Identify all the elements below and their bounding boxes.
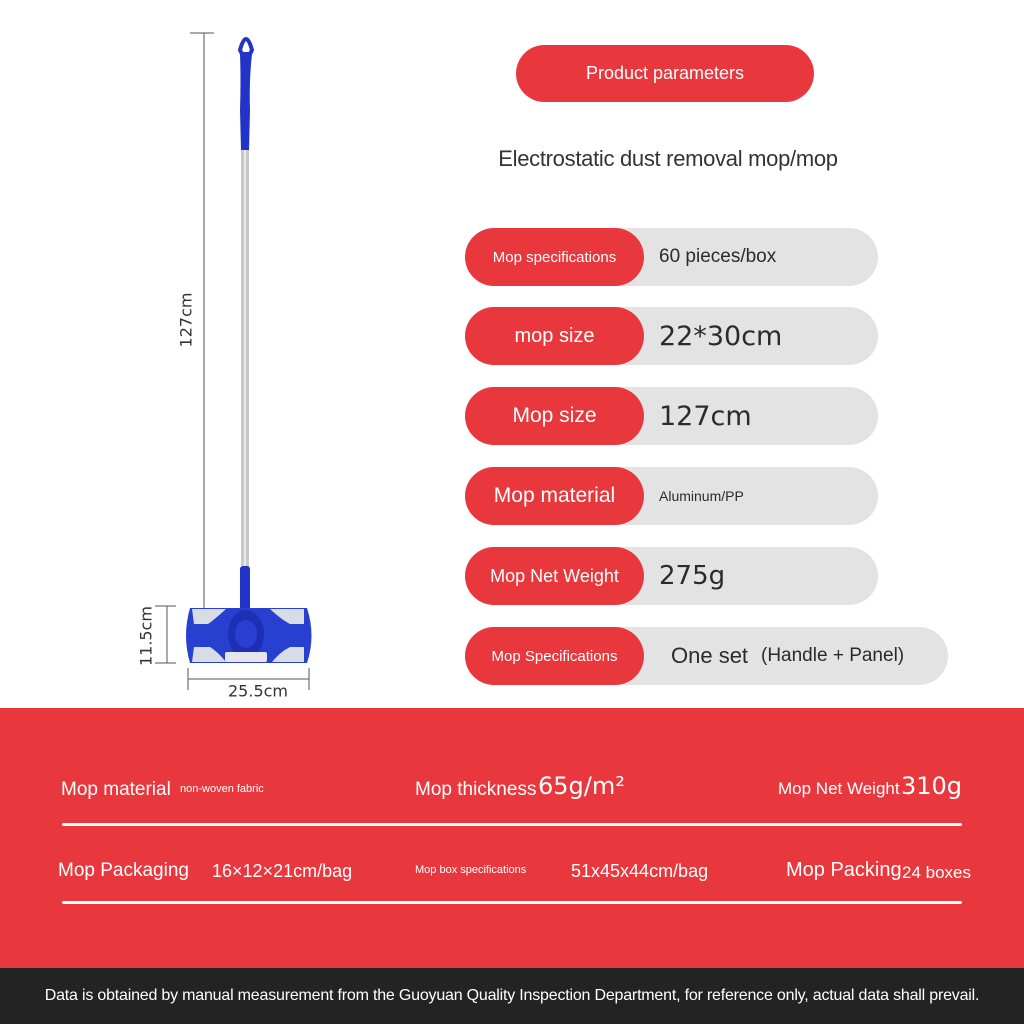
band-packaging-value: 16×12×21cm/bag [212, 861, 353, 881]
band-box-label: Mop box specifications [415, 864, 527, 876]
band-divider [62, 823, 962, 826]
param-label: Mop material [465, 467, 644, 525]
band-material-value: non-woven fabric [180, 783, 264, 795]
band-weight-value: 310g [901, 772, 963, 800]
param-label: Mop Specifications [465, 627, 644, 685]
param-label: Mop specifications [465, 228, 644, 286]
param-label: Mop Net Weight [465, 547, 644, 605]
band-packing-label: Mop Packing [786, 859, 902, 881]
footer-disclaimer: Data is obtained by manual measurement from the Guoyuan Quality Inspection Department, for reference only, actual data shall prevail. [0, 968, 1024, 1024]
band-thickness-value: 65g/m² [538, 772, 625, 800]
spec-band [0, 708, 1024, 968]
param-value: 127cm [659, 400, 752, 432]
param-value: 22*30cm [659, 320, 783, 352]
param-value: One set [671, 643, 749, 668]
band-packaging-label: Mop Packaging [58, 860, 189, 881]
param-value: 275g [659, 561, 726, 591]
param-value: Aluminum/PP [659, 488, 744, 504]
band-packing-value: 24 boxes [902, 863, 971, 882]
mop-drawing [0, 0, 440, 710]
band-box-value: 51x45x44cm/bag [571, 861, 709, 881]
band-material-label: Mop material [61, 779, 171, 800]
param-value-extra: (Handle + Panel) [761, 645, 905, 666]
param-value: 60 pieces/box [659, 246, 777, 267]
param-label: Mop size [465, 387, 644, 445]
product-parameters-title: Product parameters [516, 45, 814, 102]
param-label: mop size [465, 307, 644, 365]
height-dimension-label: 127cm [176, 292, 196, 348]
product-name: Electrostatic dust removal mop/mop [498, 146, 838, 171]
band-thickness-label: Mop thickness [415, 779, 537, 800]
band-weight-label: Mop Net Weight [778, 779, 900, 798]
product-illustration [0, 0, 440, 710]
mop-head [186, 608, 312, 663]
head-height-dimension-label: 11.5cm [136, 605, 156, 667]
band-divider [62, 901, 962, 904]
head-width-dimension-label: 25.5cm [227, 681, 289, 701]
